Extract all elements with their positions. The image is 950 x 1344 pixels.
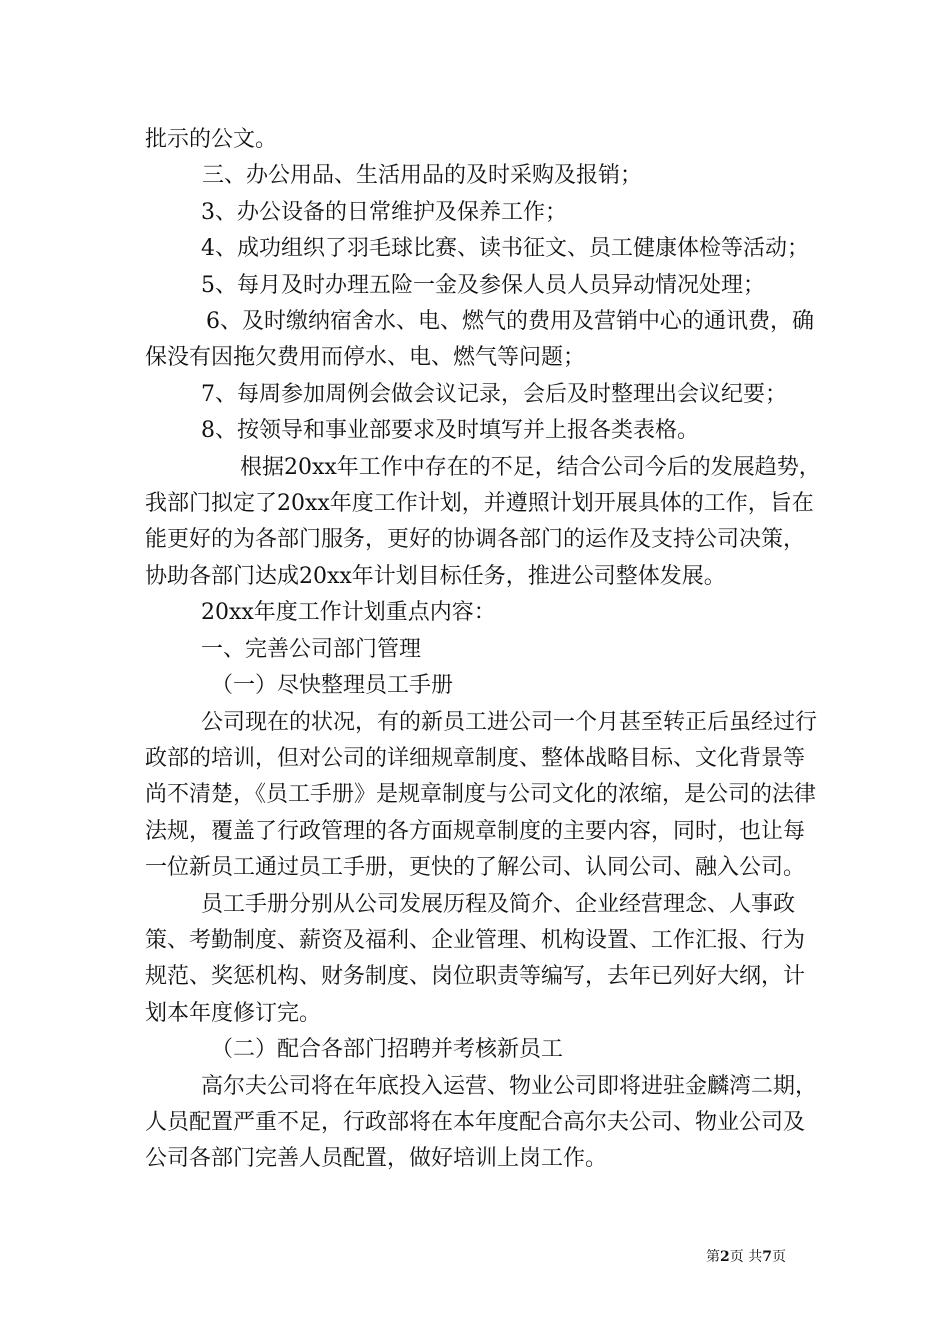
subsection-heading-2: （二）配合各部门招聘并考核新员工 xyxy=(211,1037,564,1063)
paragraph-6: 6、及时缴纳宿舍水、电、燃气的费用及营销中心的通讯费，确保没有因拖欠费用而停水、电、燃气等问题； xyxy=(145,309,814,371)
footer-current-page: 2 xyxy=(720,1249,730,1265)
paragraph-10: 20xx年度工作计划重点内容： xyxy=(201,600,496,626)
footer-middle: 页 共 xyxy=(729,1249,763,1265)
paragraph-14: 员工手册分别从公司发展历程及简介、企业经营理念、人事政策、考勤制度、薪资及福利、企业管理、机构设置、工作汇报、行为规范、奖惩机构、财务制度、岗位职责等编写，去年已列好大纲，计划本年度修订完。 xyxy=(145,891,806,1026)
paragraph-9: 根据20xx年工作中存在的不足，结合公司今后的发展趋势，我部门拟定了20xx年度工作计划，并遵照计划开展具体的工作，旨在能更好的为各部门服务，更好的协调各部门的运作及支持公司决策，协助各部门达成20xx年计划目标任务，推进公司整体发展。 xyxy=(145,454,821,589)
paragraph-3: 3、办公设备的日常维护及保养工作； xyxy=(201,199,567,225)
paragraph-4: 4、成功组织了羽毛球比赛、读书征文、员工健康体检等活动； xyxy=(201,236,809,262)
page-footer xyxy=(706,1248,786,1266)
paragraph-1: 批示的公文。 xyxy=(145,127,278,152)
paragraph-13: 公司现在的状况，有的新员工进公司一个月甚至转正后虽经过行政部的培训，但对公司的详细规章制度、整体战略目标、文化背景等尚不清楚，《员工手册》是规章制度与公司文化的浓缩，是公司的法律法规，覆盖了行政管理的各方面规章制度的主要内容，同时，也让每一位新员工通过员工手册，更快的了解公司、认同公司、融入公司。 xyxy=(145,709,818,881)
paragraph-2: 三、办公用品、生活用品的及时采购及报销； xyxy=(202,163,643,189)
footer-suffix: 页 xyxy=(771,1249,786,1265)
footer-prefix: 第 xyxy=(706,1249,720,1265)
paragraph-16: 高尔夫公司将在年底投入运营、物业公司即将进驻金麟湾二期，人员配置严重不足，行政部将在本年度配合高尔夫公司、物业公司及公司各部门完善人员配置，做好培训上岗工作。 xyxy=(145,1073,818,1172)
paragraph-8: 8、按领导和事业部要求及时填写并上报各类表格。 xyxy=(201,418,699,444)
document-body xyxy=(145,122,825,1178)
paragraph-5: 5、每月及时办理五险一金及参保人员人员异动情况处理； xyxy=(201,272,765,298)
section-heading-1: 一、完善公司部门管理 xyxy=(201,636,422,662)
subsection-heading-1: （一）尽快整理员工手册 xyxy=(211,673,454,699)
footer-total-pages: 7 xyxy=(762,1249,772,1265)
paragraph-7: 7、每周参加周例会做会议记录，会后及时整理出会议纪要； xyxy=(201,381,787,407)
